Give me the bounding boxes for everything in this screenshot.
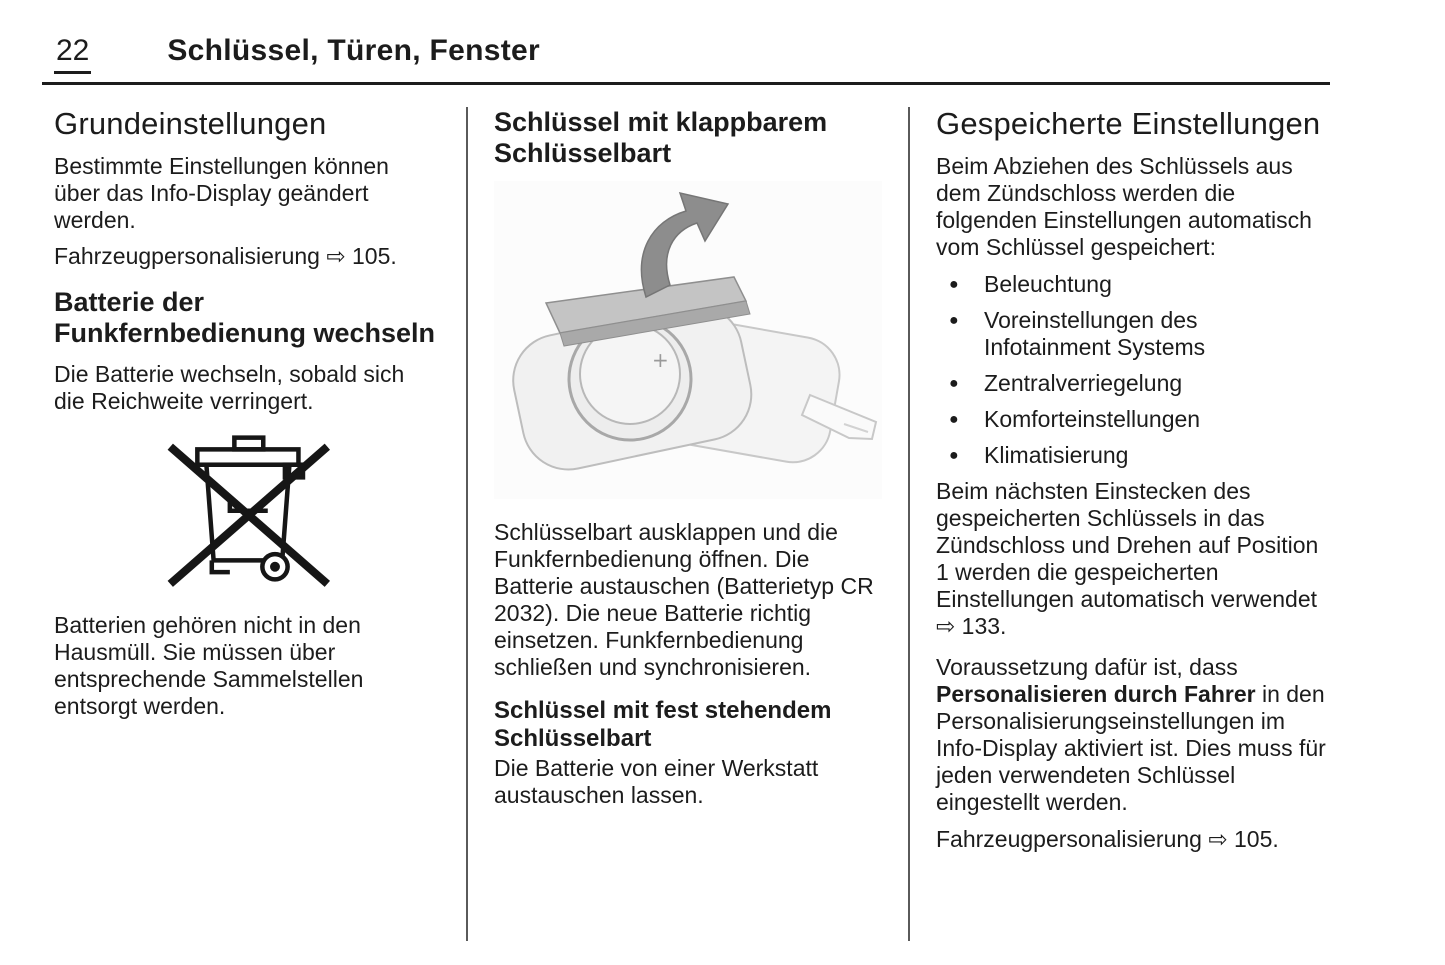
- bullet-dot: ●: [949, 375, 959, 392]
- subsection-heading-fest-stehender-schluesselbart: Schlüssel mit fest stehendem Schlüsselbart: [494, 697, 832, 752]
- paragraph: Batterien gehören nicht in den Hausmüll. Sie müssen über entsprechende Sammelstellen entsorgt werden.: [54, 612, 364, 719]
- svg-text:+: +: [652, 348, 669, 372]
- content-columns: [54, 107, 1445, 941]
- bullet-dot: ●: [949, 312, 959, 329]
- page-number: 22: [54, 34, 91, 74]
- page-reference: Fahrzeugpersonalisierung ⇨ 105.: [936, 826, 1279, 852]
- list-item: [936, 406, 1329, 433]
- list-item: [936, 442, 1329, 469]
- subsection-heading-batterie-wechseln: Batterie der Funkfernbedienung wechseln: [54, 287, 436, 348]
- paragraph: Bestimmte Einstellungen können über das Info-Display geändert werden.: [54, 153, 389, 233]
- list-item-label: Zentralverriegelung: [984, 370, 1183, 396]
- column-middle: [494, 107, 882, 941]
- paragraph: Schlüsselbart ausklappen und die Funkfernbedienung öffnen. Die Batterie austauschen (Batterietyp CR 2032). Die neue Batterie richtig einsetzen. Funkfernbedienung schließen und synchronisieren.: [494, 519, 874, 680]
- list-item: [936, 271, 1329, 298]
- flip-key-figure: [494, 181, 882, 499]
- list-item: [936, 370, 1329, 397]
- paragraph: Beim Abziehen des Schlüssels aus dem Zündschloss werden die folgenden Einstellungen automatisch vom Schlüssel gespeichert:: [936, 153, 1312, 260]
- list-item: [936, 307, 1329, 361]
- stored-settings-list: [936, 271, 1329, 469]
- page-header: [42, 34, 1330, 85]
- section-heading-gespeicherte-einstellungen: Gespeicherte Einstellungen: [936, 106, 1321, 141]
- page-reference: Fahrzeugpersonalisierung ⇨ 105.: [54, 243, 397, 269]
- column-left: [54, 107, 440, 941]
- bullet-dot: ●: [949, 447, 959, 464]
- paragraph: Beim nächsten Einstecken des gespeicherten Schlüssels in das Zündschloss und Drehen auf Position 1 werden die gespeicherten Einstellungen automatisch verwendet ⇨ 133.: [936, 478, 1319, 639]
- paragraph-text: Voraussetzung dafür ist, dass: [936, 654, 1238, 680]
- bullet-dot: ●: [949, 276, 959, 293]
- section-heading-grundeinstellungen: Grundeinstellungen: [54, 106, 327, 141]
- paragraph-text: in den Personalisierungseinstellungen im Info-Display aktiviert ist. Dies muss für jeden verwendeten Schlüssel eingestellt werden.: [936, 681, 1326, 815]
- paragraph: Die Batterie wechseln, sobald sich die Reichweite verringert.: [54, 361, 405, 414]
- column-divider: [466, 107, 468, 941]
- list-item-label: Beleuchtung: [984, 271, 1112, 297]
- paragraph: Die Batterie von einer Werkstatt austauschen lassen.: [494, 755, 819, 808]
- chapter-title: Schlüssel, Türen, Fenster: [167, 34, 540, 67]
- paragraph: [936, 654, 1329, 816]
- subsection-heading-klappbarer-schluesselbart: Schlüssel mit klappbarem Schlüsselbart: [494, 107, 828, 168]
- bullet-dot: ●: [949, 411, 959, 428]
- column-divider: [908, 107, 910, 941]
- list-item-label: Klimatisierung: [984, 442, 1129, 468]
- list-item-label: Voreinstellungen des Infotainment Systems: [984, 307, 1206, 360]
- emphasized-setting-name: Personalisieren durch Fahrer: [936, 681, 1256, 707]
- column-right: [936, 107, 1329, 941]
- crossed-out-wheelie-bin-icon: [152, 425, 342, 598]
- list-item-label: Komforteinstellungen: [984, 406, 1201, 432]
